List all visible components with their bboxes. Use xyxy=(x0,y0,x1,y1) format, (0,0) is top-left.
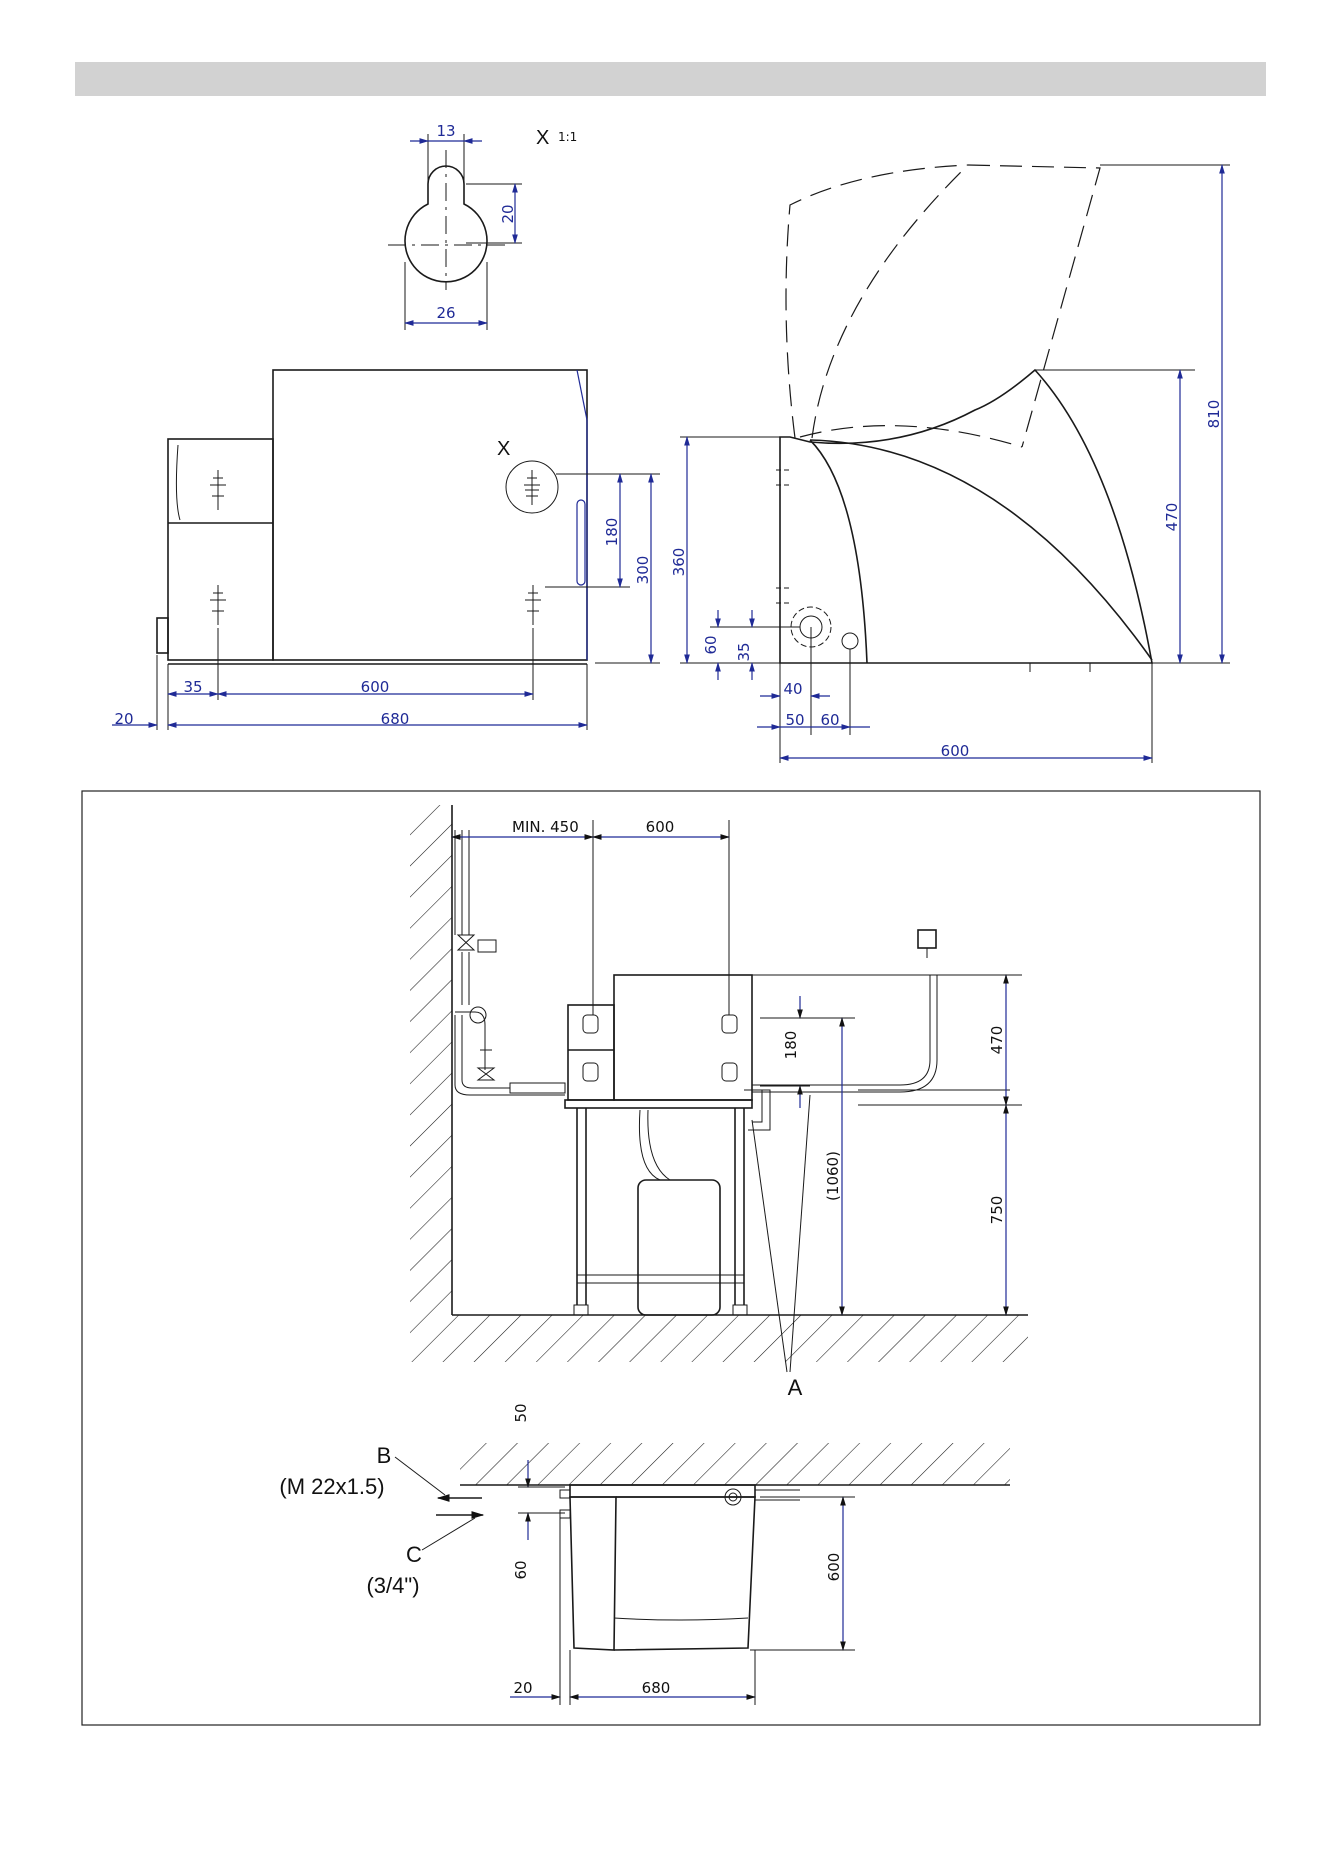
detail-scale: 1:1 xyxy=(558,130,578,144)
dim-300: 300 xyxy=(634,555,652,585)
dim-35-front: 35 xyxy=(735,642,753,662)
dim-60b-front: 60 xyxy=(820,711,840,729)
dim-35: 35 xyxy=(183,678,203,696)
dim-360: 360 xyxy=(670,547,688,577)
keyhole-slot-icon xyxy=(524,470,540,505)
front-view xyxy=(680,165,1230,763)
dim-1060-install: (1060) xyxy=(824,1151,842,1201)
dim-slot-width: 13 xyxy=(436,122,456,140)
detail-label: X xyxy=(536,127,550,149)
label-c: C xyxy=(406,1542,422,1567)
label-c-spec: (3/4") xyxy=(366,1573,420,1598)
dim-810: 810 xyxy=(1205,399,1223,429)
plan-view xyxy=(395,1443,1010,1705)
dim-600-plan: 600 xyxy=(825,1552,843,1582)
label-b-spec: (M 22x1.5) xyxy=(279,1474,385,1499)
dim-600-front: 600 xyxy=(940,742,970,760)
dim-600-install: 600 xyxy=(645,818,675,836)
dim-40-front: 40 xyxy=(783,680,803,698)
side-view-marker: X xyxy=(497,438,511,460)
label-a: A xyxy=(787,1375,803,1400)
dim-750-install: 750 xyxy=(988,1195,1006,1225)
label-b: B xyxy=(376,1443,392,1468)
dim-20-plan: 20 xyxy=(513,1679,533,1697)
side-view xyxy=(112,370,660,730)
dim-470: 470 xyxy=(1163,502,1181,532)
dim-slot-height: 20 xyxy=(499,204,517,224)
dim-60-front: 60 xyxy=(702,635,720,655)
dim-600: 600 xyxy=(360,678,390,696)
dim-60-plan: 60 xyxy=(512,1560,530,1580)
dim-20: 20 xyxy=(114,710,134,728)
dim-180: 180 xyxy=(603,517,621,547)
dim-470-install: 470 xyxy=(988,1025,1006,1055)
dim-min450: MIN. 450 xyxy=(512,818,579,836)
dim-hole-diameter: 26 xyxy=(436,304,456,322)
dim-50-front: 50 xyxy=(785,711,805,729)
keyhole-detail xyxy=(388,134,522,330)
wall-floor xyxy=(410,805,1052,1362)
dim-50-plan: 50 xyxy=(512,1403,530,1423)
dim-180-install: 180 xyxy=(782,1030,800,1060)
dim-680-plan: 680 xyxy=(641,1679,671,1697)
dim-680: 680 xyxy=(380,710,410,728)
